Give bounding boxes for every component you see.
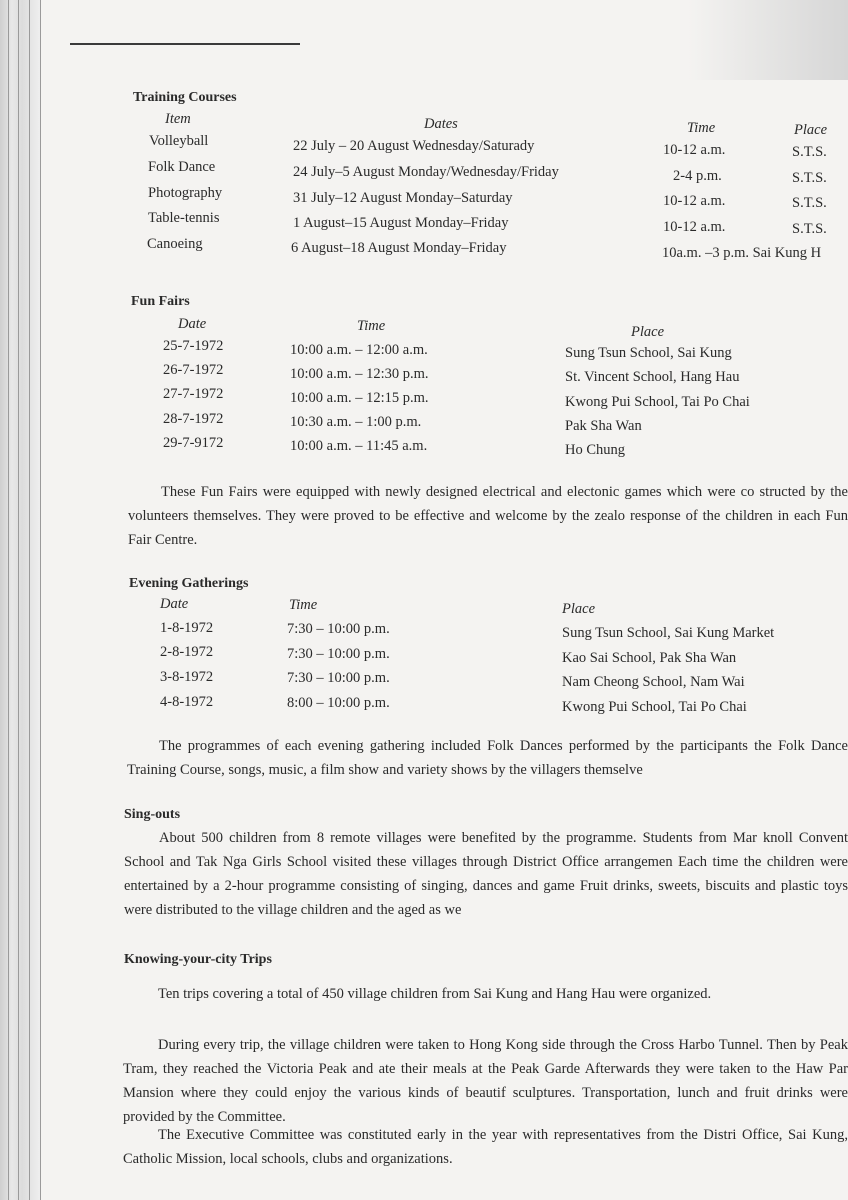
knowing-city-paragraph-2: During every trip, the village children were taken to Hong Kong side through the Cross Harbo Tunnel. Then by Peak Tram, they reached the Victoria Peak and ate their meals at the Peak Garde Afterwards they were taken to the Haw Par Mansion where they could enjoy the various kinds of beautif sculptures. Transportation, lunch and fruit drinks were provided by the Committee. [123, 1037, 848, 1125]
fun-fair-time: 10:30 a.m. – 1:00 p.m. [290, 414, 422, 430]
fun-fair-date: 29-7-9172 [163, 435, 224, 451]
training-time: 10-12 a.m. [663, 219, 726, 235]
fun-fair-place: Kwong Pui School, Tai Po Chai [565, 394, 750, 410]
training-item: Canoeing [147, 236, 203, 252]
fun-fair-place: Pak Sha Wan [565, 418, 642, 434]
evening-date: 3-8-1972 [160, 669, 214, 685]
evening-col-place: Place [562, 601, 596, 617]
training-dates: 22 July – 20 August Wednesday/Saturady [293, 138, 535, 154]
training-time: 10-12 a.m. [663, 142, 726, 158]
fun-fair-place: Sung Tsun School, Sai Kung [565, 345, 732, 361]
scan-shadow [688, 0, 848, 80]
training-col-dates: Dates [424, 116, 458, 132]
fun-fair-place: St. Vincent School, Hang Hau [565, 369, 740, 385]
evening-gatherings-paragraph: The programmes of each evening gathering included Folk Dances performed by the participants the Folk Dance Training Course, songs, music, a film show and variety shows by the villagers themselve [127, 738, 848, 778]
evening-place: Kwong Pui School, Tai Po Chai [562, 699, 747, 715]
binding-edge [0, 0, 40, 1200]
page-edge-line [18, 0, 19, 1200]
evening-place: Sung Tsun School, Sai Kung Market [562, 625, 775, 641]
training-time: 10a.m. –3 p.m. Sai Kung H [662, 245, 822, 261]
training-item: Photography [148, 185, 223, 201]
training-place: S.T.S. [792, 221, 827, 237]
training-dates: 6 August–18 August Monday–Friday [291, 240, 507, 256]
evening-place: Nam Cheong School, Nam Wai [562, 674, 745, 690]
knowing-city-paragraph-3: The Executive Committee was constituted early in the year with representatives from the Distri Office, Sai Kung, Catholic Mission, local schools, clubs and organizations. [123, 1127, 848, 1167]
top-rule [70, 43, 300, 45]
training-col-place: Place [794, 122, 828, 138]
evening-date: 4-8-1972 [160, 694, 214, 710]
fun-fair-time: 10:00 a.m. – 12:30 p.m. [290, 366, 429, 382]
fun-fairs-col-date: Date [178, 316, 207, 332]
training-item: Table-tennis [148, 210, 220, 226]
training-place: S.T.S. [792, 195, 827, 211]
fun-fair-date: 25-7-1972 [163, 338, 224, 354]
training-time: 2-4 p.m. [673, 168, 722, 184]
training-dates: 24 July–5 August Monday/Wednesday/Friday [293, 164, 559, 180]
fun-fairs-paragraph: These Fun Fairs were equipped with newly designed electrical and electonic games which were co structed by the volunteers themselves. They were proved to be effective and welcome by the zealo response of the children in each Fun Fair Centre. [128, 484, 848, 548]
fun-fairs-col-time: Time [357, 318, 386, 334]
evening-time: 7:30 – 10:00 p.m. [287, 621, 390, 637]
training-item: Folk Dance [148, 159, 216, 175]
fun-fairs-col-place: Place [631, 324, 665, 340]
evening-time: 7:30 – 10:00 p.m. [287, 646, 390, 662]
training-courses-heading: Training Courses [133, 90, 237, 105]
fun-fair-date: 26-7-1972 [163, 362, 224, 378]
evening-place: Kao Sai School, Pak Sha Wan [562, 650, 737, 666]
evening-col-time: Time [289, 597, 318, 613]
fun-fair-time: 10:00 a.m. – 12:15 p.m. [290, 390, 429, 406]
sing-outs-heading: Sing-outs [124, 807, 181, 822]
evening-date: 2-8-1972 [160, 644, 214, 660]
fun-fair-time: 10:00 a.m. – 12:00 a.m. [290, 342, 428, 358]
evening-time: 8:00 – 10:00 p.m. [287, 695, 390, 711]
fun-fairs-heading: Fun Fairs [131, 294, 190, 309]
fun-fair-place: Ho Chung [565, 442, 626, 458]
training-dates: 31 July–12 August Monday–Saturday [293, 190, 513, 206]
fun-fair-date: 27-7-1972 [163, 386, 224, 402]
training-col-item: Item [165, 111, 191, 127]
page-edge-line [40, 0, 41, 1200]
training-time: 10-12 a.m. [663, 193, 726, 209]
page-edge-line [8, 0, 9, 1200]
training-place: S.T.S. [792, 170, 827, 186]
fun-fair-date: 28-7-1972 [163, 411, 224, 427]
evening-time: 7:30 – 10:00 p.m. [287, 670, 390, 686]
sing-outs-paragraph: About 500 children from 8 remote villages were benefited by the programme. Students from Mar knoll Convent School and Tak Nga Girls School visited these villages through District Office arrangemen Each time the children were entertained by a 2-hour programme consisting of singing, dances and game Fruit drinks, sweets, biscuits and plastic toys were distributed to the village children and the aged as we [124, 830, 848, 918]
training-place: S.T.S. [792, 144, 827, 160]
evening-gatherings-heading: Evening Gatherings [129, 576, 249, 591]
evening-date: 1-8-1972 [160, 620, 214, 636]
training-col-time: Time [687, 120, 716, 136]
knowing-city-heading: Knowing-your-city Trips [124, 952, 272, 967]
page-edge-line [29, 0, 30, 1200]
training-item: Volleyball [149, 133, 209, 149]
evening-col-date: Date [160, 596, 189, 612]
fun-fair-time: 10:00 a.m. – 11:45 a.m. [290, 438, 428, 454]
training-dates: 1 August–15 August Monday–Friday [293, 215, 509, 231]
knowing-city-paragraph-1: Ten trips covering a total of 450 village children from Sai Kung and Hang Hau were organized. [158, 986, 712, 1002]
